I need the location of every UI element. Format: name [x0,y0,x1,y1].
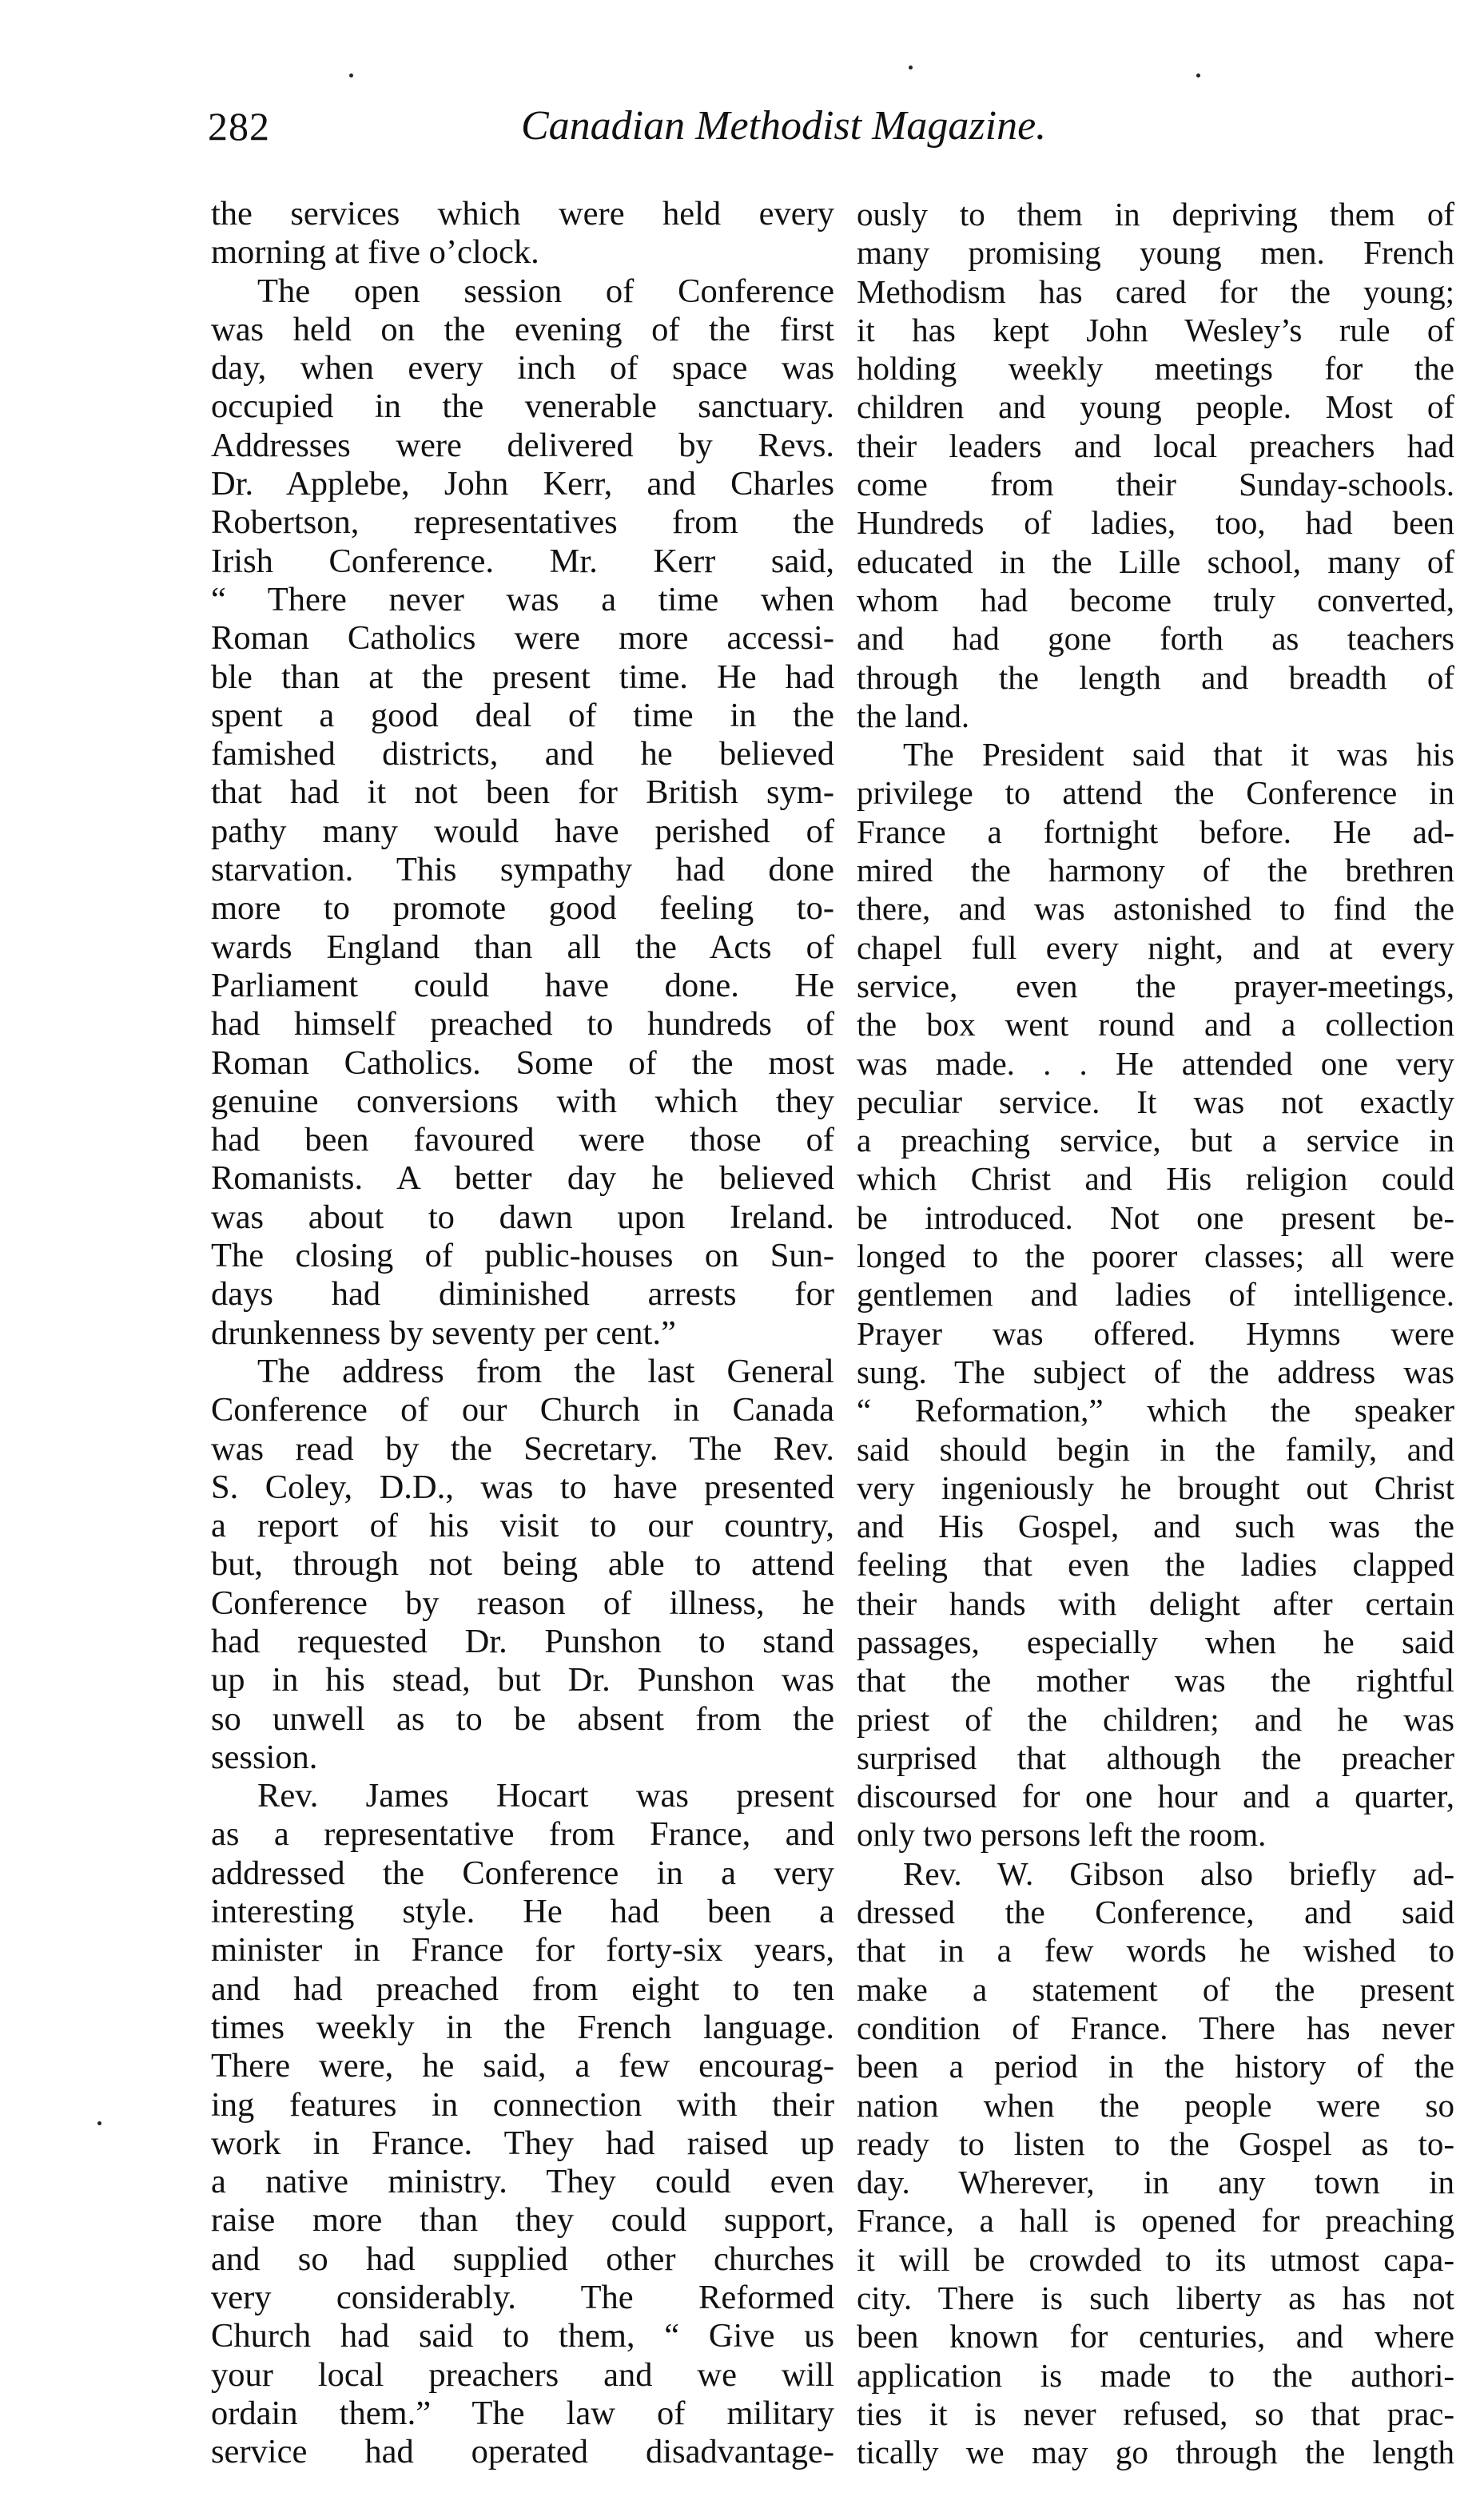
text-line: city. There is such liberty as has not [857,2280,1454,2317]
text-line: S. Coley, D.D., was to have presented [211,1468,834,1506]
text-line: raise more than they could support, [211,2201,834,2240]
text-line: famished districts, and he believed [211,735,834,773]
right-text-column [857,195,1454,2472]
text-line: which Christ and His religion could [857,1160,1454,1198]
text-line: was read by the Secretary. The Rev. [211,1429,834,1468]
print-speck [909,66,913,70]
text-line: mired the harmony of the brethren [857,852,1454,889]
text-line: The closing of public-houses on Sun- [211,1237,834,1275]
text-line: France a fortnight before. He ad- [857,813,1454,850]
text-line: interesting style. He had been a [211,1893,834,1931]
text-line: the land. [857,697,970,734]
text-line: chapel full every night, and at every [857,928,1454,966]
text-line: had been favoured were those of [211,1121,834,1159]
text-line: privilege to attend the Conference in [857,774,1454,812]
text-line: had requested Dr. Punshon to stand [211,1622,834,1660]
text-line: occupied in the venerable sanctuary. [211,388,834,426]
text-line: Addresses were delivered by Revs. [211,426,834,464]
text-line: Roman Catholics. Some of the most [211,1043,834,1082]
text-line: morning at five o’clock. [211,233,539,272]
text-line: was about to dawn upon Ireland. [211,1198,834,1236]
text-line: make a statement of the present [857,1970,1454,2008]
text-line: so unwell as to be absent from the [211,1699,834,1738]
text-line: times weekly in the French language. [211,2008,834,2046]
text-line: work in France. They had raised up [211,2124,834,2162]
text-line: Prayer was offered. Hymns were [857,1314,1454,1352]
text-line: ble than at the present time. He had [211,658,834,696]
text-line: starvation. This sympathy had done [211,851,834,889]
text-line: days had diminished arrests for [211,1275,834,1314]
text-line: ing features in connection with their [211,2085,834,2124]
text-line: Rev. W. Gibson also briefly ad- [903,1854,1454,1892]
text-line: The President said that it was his [903,736,1454,773]
text-line: and so had supplied other churches [211,2240,834,2278]
text-line: their leaders and local preachers had [857,427,1454,464]
text-line: day, when every inch of space was [211,349,834,388]
print-speck [349,74,353,78]
text-line: that the mother was the rightful [857,1662,1454,1699]
text-line: been known for centuries, and where [857,2318,1454,2355]
text-line: whom had become truly converted, [857,581,1454,618]
text-line: very ingeniously he brought out Christ [857,1469,1454,1506]
text-line: through the length and breadth of [857,658,1454,696]
text-line: priest of the children; and he was [857,1700,1454,1738]
text-line: be introduced. Not one present be- [857,1198,1454,1236]
text-line: discoursed for one hour and a quarter, [857,1778,1454,1815]
text-line: was made. . . He attended one very [857,1044,1454,1082]
text-line: feeling that even the ladies clapped [857,1546,1454,1584]
text-line: “ Reformation,” which the speaker [857,1392,1454,1429]
text-line: gentlemen and ladies of intelligence. [857,1276,1454,1314]
text-line: as a representative from France, and [211,1815,834,1854]
text-line: been a period in the history of the [857,2048,1454,2085]
text-line: longed to the poorer classes; all were [857,1238,1454,1275]
text-line: Methodism has cared for the young; [857,272,1454,310]
running-title: Canadian Methodist Magazine. [521,103,1047,149]
text-line: was held on the evening of the first [211,310,834,348]
text-line: Church had said to them, “ Give us [211,2317,834,2355]
text-line: their hands with delight after certain [857,1584,1454,1622]
text-line: drunkenness by seventy per cent.” [211,1314,676,1352]
text-line: educated in the Lille school, many of [857,543,1454,580]
text-line: come from their Sunday-schools. [857,466,1454,503]
text-line: a native ministry. They could even [211,2163,834,2201]
text-line: the box went round and a collection [857,1006,1454,1043]
print-speck [1196,74,1200,78]
text-line: Rev. James Hocart was present [257,1777,834,1815]
text-line: minister in France for forty-six years, [211,1931,834,1969]
text-line: a preaching service, but a service in [857,1122,1454,1159]
text-line: Romanists. A better day he believed [211,1159,834,1198]
text-line: “ There never was a time when [211,580,834,618]
text-line: dressed the Conference, and said [857,1894,1454,1931]
text-line: Hundreds of ladies, too, had been [857,504,1454,542]
text-line: sung. The subject of the address was [857,1353,1454,1390]
text-line: children and young people. Most of [857,388,1454,426]
text-line: Irish Conference. Mr. Kerr said, [211,542,834,580]
text-line: Roman Catholics were more accessi- [211,619,834,658]
text-line: service, even the prayer-meetings, [857,967,1454,1004]
text-line: wards England than all the Acts of [211,928,834,966]
text-line: and His Gospel, and such was the [857,1508,1454,1545]
text-line: up in his stead, but Dr. Punshon was [211,1661,834,1699]
text-line: Conference by reason of illness, he [211,1584,834,1622]
text-line: more to promote good feeling to- [211,889,834,928]
text-line: spent a good deal of time in the [211,696,834,734]
text-line: Parliament could have done. He [211,966,834,1004]
text-line: ready to listen to the Gospel as to- [857,2125,1454,2162]
text-line: ties it is never refused, so that prac- [857,2395,1454,2432]
text-line: The address from the last General [257,1352,834,1390]
text-line: the services which were held every [211,195,834,233]
text-line: it will be crowded to its utmost capa- [857,2240,1454,2278]
text-line: tically we may go through the length [857,2434,1454,2471]
text-line: there, and was astonished to find the [857,890,1454,928]
text-line: France, a hall is opened for preaching [857,2202,1454,2240]
text-line: peculiar service. It was not exactly [857,1083,1454,1120]
text-line: day. Wherever, in any town in [857,2164,1454,2201]
left-text-column [211,195,834,2472]
text-line: but, through not being able to attend [211,1545,834,1584]
page-header [208,94,1167,158]
text-line: service had operated disadvantage- [211,2433,834,2471]
text-line: passages, especially when he said [857,1623,1454,1660]
text-line: that had it not been for British sym- [211,773,834,812]
page-number: 282 [208,104,270,149]
text-line: application is made to the authori- [857,2356,1454,2394]
text-line: condition of France. There has never [857,2009,1454,2046]
text-line: The open session of Conference [257,272,834,310]
text-line: pathy many would have perished of [211,812,834,850]
text-line: genuine conversions with which they [211,1082,834,1120]
text-line: addressed the Conference in a very [211,1854,834,1892]
text-line: ously to them in depriving them of [857,196,1454,233]
text-line: only two persons left the room. [857,1816,1267,1854]
text-line: Robertson, representatives from the [211,503,834,542]
text-line: Dr. Applebe, John Kerr, and Charles [211,465,834,503]
text-line: it has kept John Wesley’s rule of [857,311,1454,348]
text-line: had himself preached to hundreds of [211,1005,834,1043]
text-line: and had preached from eight to ten [211,1969,834,2008]
text-line: that in a few words he wished to [857,1932,1454,1969]
text-line: many promising young men. French [857,234,1454,272]
text-line: Conference of our Church in Canada [211,1391,834,1429]
text-line: holding weekly meetings for the [857,350,1454,388]
text-line: ordain them.” The law of military [211,2394,834,2432]
text-line: session. [211,1738,318,1776]
text-line: your local preachers and we will [211,2355,834,2394]
text-line: There were, he said, a few encourag- [211,2047,834,2085]
text-line: surprised that although the preacher [857,1739,1454,1776]
text-line: nation when the people were so [857,2086,1454,2124]
text-line: very considerably. The Reformed [211,2279,834,2317]
print-speck [97,2121,101,2125]
text-line: said should begin in the family, and [857,1430,1454,1468]
text-line: and had gone forth as teachers [857,620,1454,658]
text-line: a report of his visit to our country, [211,1507,834,1545]
